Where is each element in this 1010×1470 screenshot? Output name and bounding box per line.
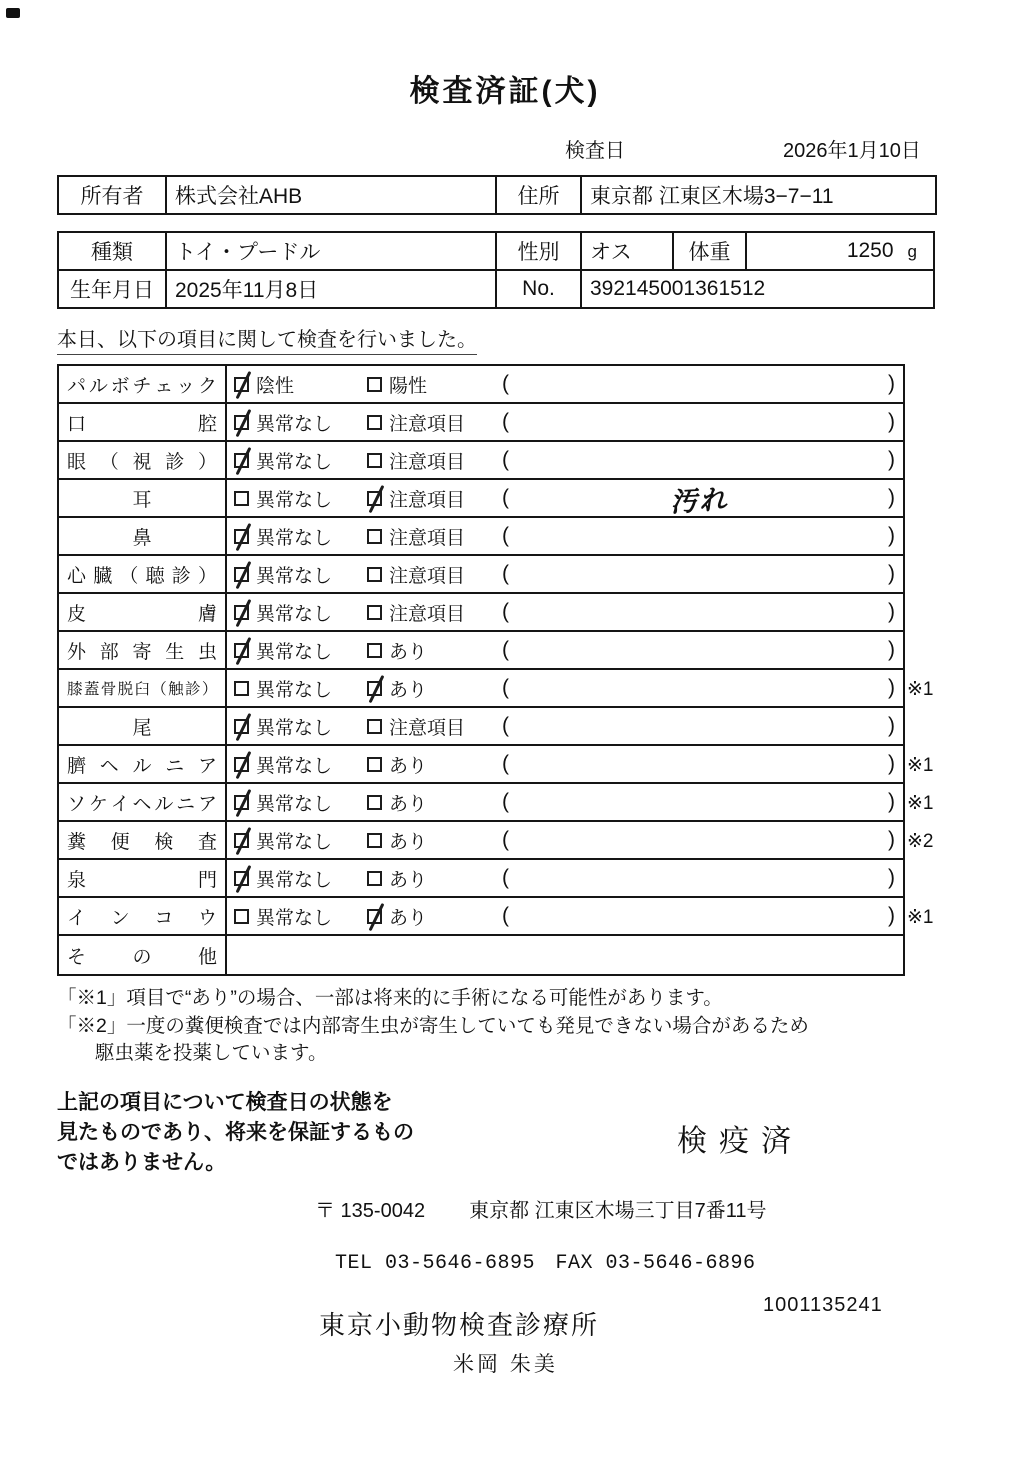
checkbox-empty xyxy=(367,529,382,544)
option-label: 異常なし xyxy=(256,869,333,891)
clinic-street-address: 東京都 江東区木場三丁目7番11号 xyxy=(469,1199,767,1222)
remarks-field xyxy=(500,676,903,700)
sex-label: 性別 xyxy=(496,232,581,270)
breed-label: 種類 xyxy=(58,232,166,270)
paren-close: ) xyxy=(888,448,895,471)
result-option-1 xyxy=(234,827,367,854)
item-result xyxy=(227,784,903,820)
remarks-field xyxy=(500,866,903,890)
disclaimer-line-1: 上記の項目について検査日の状態を xyxy=(57,1091,393,1115)
document-serial-number: 1001135241 xyxy=(763,1294,883,1316)
item-result xyxy=(227,860,903,896)
option-label: 異常なし xyxy=(256,793,333,815)
paren-close: ) xyxy=(888,524,895,547)
checkbox-empty xyxy=(367,377,382,392)
result-option-1 xyxy=(234,485,367,512)
remarks-field xyxy=(500,638,903,662)
result-option-1 xyxy=(234,561,367,588)
weight-value: 1250 xyxy=(846,239,894,262)
registration-no-value: 392145001361512 xyxy=(581,270,934,308)
checkbox-empty xyxy=(367,643,382,658)
result-option-2 xyxy=(367,865,500,892)
option-label: 異常なし xyxy=(256,489,333,511)
result-option-2 xyxy=(367,789,500,816)
item-name: 眼 （ 視 診 ） xyxy=(59,442,227,478)
option-label: あり xyxy=(389,641,428,663)
item-result xyxy=(227,594,903,630)
option-label: 異常なし xyxy=(256,603,333,625)
paren-open: ( xyxy=(502,752,509,775)
owner-table xyxy=(57,175,937,215)
item-result xyxy=(227,366,903,402)
inspection-row-10 xyxy=(59,708,903,746)
weight-label: 体重 xyxy=(673,232,746,270)
inspection-items-table xyxy=(57,364,934,976)
footnote-2: 「※2」一度の糞便検査では内部寄生虫が寄生していても発見できない場合があるため xyxy=(57,1014,809,1037)
remarks-field xyxy=(500,524,903,548)
scan-artifact xyxy=(6,8,20,18)
weight-unit: g xyxy=(907,242,917,261)
inspection-row-7 xyxy=(59,594,903,632)
item-result xyxy=(227,746,903,782)
checkbox-checked xyxy=(234,871,249,886)
birthdate-value: 2025年11月8日 xyxy=(166,270,496,308)
item-result xyxy=(227,936,903,974)
item-result xyxy=(227,632,903,668)
result-option-2 xyxy=(367,447,500,474)
checkbox-checked xyxy=(234,795,249,810)
owner-value: 株式会社AHB xyxy=(166,176,496,214)
item-name: 口 腔 xyxy=(59,404,227,440)
item-result xyxy=(227,480,903,516)
clinic-tel-fax: TEL 03-5646-6895 FAX 03-5646-6896 xyxy=(335,1251,756,1275)
checkbox-checked xyxy=(234,719,249,734)
option-label: 陽性 xyxy=(389,375,428,397)
option-label: 異常なし xyxy=(256,831,333,853)
option-label: 注意項目 xyxy=(389,527,466,549)
paren-close: ) xyxy=(888,372,895,395)
option-label: 異常なし xyxy=(256,679,333,701)
registration-no-label: No. xyxy=(496,270,581,308)
paren-close: ) xyxy=(888,752,895,775)
result-option-1 xyxy=(234,637,367,664)
option-label: あり xyxy=(389,755,428,777)
paren-open: ( xyxy=(502,410,509,433)
result-option-2 xyxy=(367,751,500,778)
paren-open: ( xyxy=(502,372,509,395)
result-option-2 xyxy=(367,827,500,854)
remarks-field xyxy=(500,372,903,396)
paren-open: ( xyxy=(502,866,509,889)
paren-close: ) xyxy=(888,866,895,889)
option-label: 異常なし xyxy=(256,527,333,549)
result-option-1 xyxy=(234,447,367,474)
inspection-row-9 xyxy=(59,670,934,708)
item-result xyxy=(227,556,903,592)
paren-close: ) xyxy=(888,714,895,737)
paren-close: ) xyxy=(888,638,895,661)
result-option-2 xyxy=(367,637,500,664)
option-label: 注意項目 xyxy=(389,489,466,511)
inspection-date-label: 検査日 xyxy=(565,140,625,162)
option-label: 異常なし xyxy=(256,755,333,777)
inspection-row-4 xyxy=(59,480,903,518)
result-option-2 xyxy=(367,409,500,436)
item-name: イ ン コ ウ xyxy=(59,898,227,934)
inspection-row-11 xyxy=(59,746,934,784)
item-result xyxy=(227,898,903,934)
paren-open: ( xyxy=(502,448,509,471)
item-name: 鼻 xyxy=(59,518,227,554)
option-label: 注意項目 xyxy=(389,565,466,587)
option-label: 異常なし xyxy=(256,641,333,663)
item-name: 膝 蓋 骨 脱 臼 （ 触 診 ） xyxy=(59,670,227,706)
option-label: あり xyxy=(389,869,428,891)
remarks-field xyxy=(500,562,903,586)
result-option-1 xyxy=(234,675,367,702)
item-result xyxy=(227,518,903,554)
inspection-row-5 xyxy=(59,518,903,556)
veterinarian-name: 米岡 朱美 xyxy=(453,1352,558,1376)
remarks-field xyxy=(500,479,903,518)
paren-open: ( xyxy=(502,828,509,851)
footnote-reference: ※2 xyxy=(907,831,934,852)
checkbox-checked xyxy=(234,453,249,468)
result-option-2 xyxy=(367,485,500,512)
remarks-field xyxy=(500,828,903,852)
checkbox-empty xyxy=(367,719,382,734)
item-result xyxy=(227,822,903,858)
intro-sentence: 本日、以下の項目に関して検査を行いました。 xyxy=(57,323,953,355)
paren-open: ( xyxy=(502,600,509,623)
checkbox-empty xyxy=(367,871,382,886)
result-option-2 xyxy=(367,561,500,588)
option-label: 注意項目 xyxy=(389,603,466,625)
checkbox-checked xyxy=(234,567,249,582)
item-name: 心 臓 （ 聴 診 ） xyxy=(59,556,227,592)
paren-close: ) xyxy=(888,410,895,433)
checkbox-empty xyxy=(234,681,249,696)
option-label: 異常なし xyxy=(256,413,333,435)
footnote-1: 「※1」項目で“あり”の場合、一部は将来的に手術になる可能性があります。 xyxy=(57,987,723,1009)
birthdate-label: 生年月日 xyxy=(58,270,166,308)
checkbox-empty xyxy=(234,909,249,924)
inspection-row-3 xyxy=(59,442,903,480)
paren-open: ( xyxy=(502,524,509,547)
item-name: パ ル ボ チ ェ ッ ク xyxy=(59,366,227,402)
inspection-row-13 xyxy=(59,822,934,860)
option-label: あり xyxy=(389,907,428,929)
item-result xyxy=(227,708,903,744)
paren-close: ) xyxy=(888,790,895,813)
disclaimer-line-3: ではありません。 xyxy=(57,1150,227,1174)
animal-details-table xyxy=(57,231,935,309)
paren-close: ) xyxy=(888,676,895,699)
checkbox-checked xyxy=(234,757,249,772)
option-label: あり xyxy=(389,793,428,815)
footnotes xyxy=(57,985,953,1068)
checkbox-empty xyxy=(367,453,382,468)
option-label: 注意項目 xyxy=(389,413,466,435)
footnote-reference: ※1 xyxy=(907,679,934,700)
result-option-1 xyxy=(234,903,367,930)
address-value: 東京都 江東区木場3−7−11 xyxy=(581,176,936,214)
disclaimer-and-stamp xyxy=(57,1088,953,1177)
option-label: あり xyxy=(389,679,428,701)
clinic-address-line xyxy=(315,1194,953,1223)
inspection-row-1 xyxy=(59,366,903,404)
item-result xyxy=(227,404,903,440)
result-option-2 xyxy=(367,675,500,702)
postal-code: 〒 135-0042 xyxy=(315,1199,426,1222)
option-label: 陰性 xyxy=(256,375,295,397)
footnote-reference: ※1 xyxy=(907,755,934,776)
remarks-field xyxy=(500,410,903,434)
result-option-2 xyxy=(367,599,500,626)
checkbox-checked xyxy=(367,909,382,924)
remarks-field xyxy=(500,752,903,776)
result-option-1 xyxy=(234,713,367,740)
inspection-date-row xyxy=(57,134,953,163)
checkbox-empty xyxy=(367,415,382,430)
paren-close: ) xyxy=(888,828,895,851)
option-label: 注意項目 xyxy=(389,451,466,473)
paren-open: ( xyxy=(502,562,509,585)
weight-value-cell xyxy=(746,232,934,270)
quarantine-passed-stamp: 検疫済 xyxy=(677,1125,803,1159)
paren-close: ) xyxy=(888,562,895,585)
item-name: 泉 門 xyxy=(59,860,227,896)
checkbox-empty xyxy=(367,567,382,582)
checkbox-checked xyxy=(367,491,382,506)
paren-close: ) xyxy=(888,486,895,509)
inspection-row-12 xyxy=(59,784,934,822)
result-option-1 xyxy=(234,599,367,626)
disclaimer-line-2: 見たものであり、将来を保証するもの xyxy=(57,1120,414,1144)
option-label: あり xyxy=(389,831,428,853)
footnote-reference: ※1 xyxy=(907,907,934,928)
result-option-1 xyxy=(234,865,367,892)
handwritten-note: 汚れ xyxy=(668,483,729,517)
inspection-date-value: 2026年1月10日 xyxy=(783,140,921,162)
result-option-1 xyxy=(234,523,367,550)
paren-open: ( xyxy=(502,904,509,927)
inspection-row-15 xyxy=(59,898,934,936)
checkbox-empty xyxy=(367,795,382,810)
remarks-field xyxy=(500,790,903,814)
result-option-2 xyxy=(367,713,500,740)
owner-row xyxy=(58,176,936,214)
inspection-row-8 xyxy=(59,632,903,670)
remarks-field xyxy=(500,904,903,928)
paren-open: ( xyxy=(502,676,509,699)
item-result xyxy=(227,442,903,478)
checkbox-checked xyxy=(234,529,249,544)
clinic-name: 東京小動物検査診療所 xyxy=(319,1309,600,1340)
paren-open: ( xyxy=(502,486,509,509)
result-option-1 xyxy=(234,371,367,398)
item-name: 臍 ヘ ル ニ ア xyxy=(59,746,227,782)
item-name: 耳 xyxy=(59,480,227,516)
option-label: 異常なし xyxy=(256,565,333,587)
item-name: そ の 他 xyxy=(59,936,227,974)
checkbox-empty xyxy=(367,605,382,620)
checkbox-checked xyxy=(234,415,249,430)
item-name: ソ ケ イ ヘ ル ニ ア xyxy=(59,784,227,820)
paren-open: ( xyxy=(502,790,509,813)
disclaimer xyxy=(57,1088,477,1177)
item-name: 皮 膚 xyxy=(59,594,227,630)
result-option-1 xyxy=(234,751,367,778)
result-option-1 xyxy=(234,409,367,436)
inspection-row-2 xyxy=(59,404,903,442)
checkbox-checked xyxy=(234,643,249,658)
owner-label: 所有者 xyxy=(58,176,166,214)
checkbox-empty xyxy=(367,757,382,772)
result-option-2 xyxy=(367,523,500,550)
paren-open: ( xyxy=(502,638,509,661)
result-option-2 xyxy=(367,903,500,930)
document-title: 検査済証(犬) xyxy=(409,75,601,108)
footnote-reference: ※1 xyxy=(907,793,934,814)
item-result xyxy=(227,670,903,706)
checkbox-checked xyxy=(234,605,249,620)
inspection-row-6 xyxy=(59,556,903,594)
checkbox-checked xyxy=(367,681,382,696)
birth-row xyxy=(58,270,934,308)
breed-row xyxy=(58,232,934,270)
paren-close: ) xyxy=(888,600,895,623)
item-name: 糞 便 検 査 xyxy=(59,822,227,858)
sex-value: オス xyxy=(581,232,673,270)
inspection-row-16 xyxy=(59,936,903,974)
checkbox-checked xyxy=(234,377,249,392)
option-label: 異常なし xyxy=(256,717,333,739)
checkbox-empty xyxy=(367,833,382,848)
breed-value: トイ・プードル xyxy=(166,232,496,270)
checkbox-empty xyxy=(234,491,249,506)
inspection-row-14 xyxy=(59,860,903,898)
remarks-field xyxy=(500,714,903,738)
option-label: 注意項目 xyxy=(389,717,466,739)
remarks-field xyxy=(500,600,903,624)
result-option-1 xyxy=(234,789,367,816)
option-label: 異常なし xyxy=(256,451,333,473)
paren-open: ( xyxy=(502,714,509,737)
result-option-2 xyxy=(367,371,500,398)
paren-close: ) xyxy=(888,904,895,927)
remarks-field xyxy=(500,448,903,472)
option-label: 異常なし xyxy=(256,907,333,929)
checkbox-checked xyxy=(234,833,249,848)
footnote-2-continued: 駆虫薬を投薬しています。 xyxy=(95,1042,328,1065)
item-name: 外 部 寄 生 虫 xyxy=(59,632,227,668)
address-label: 住所 xyxy=(496,176,581,214)
item-name: 尾 xyxy=(59,708,227,744)
